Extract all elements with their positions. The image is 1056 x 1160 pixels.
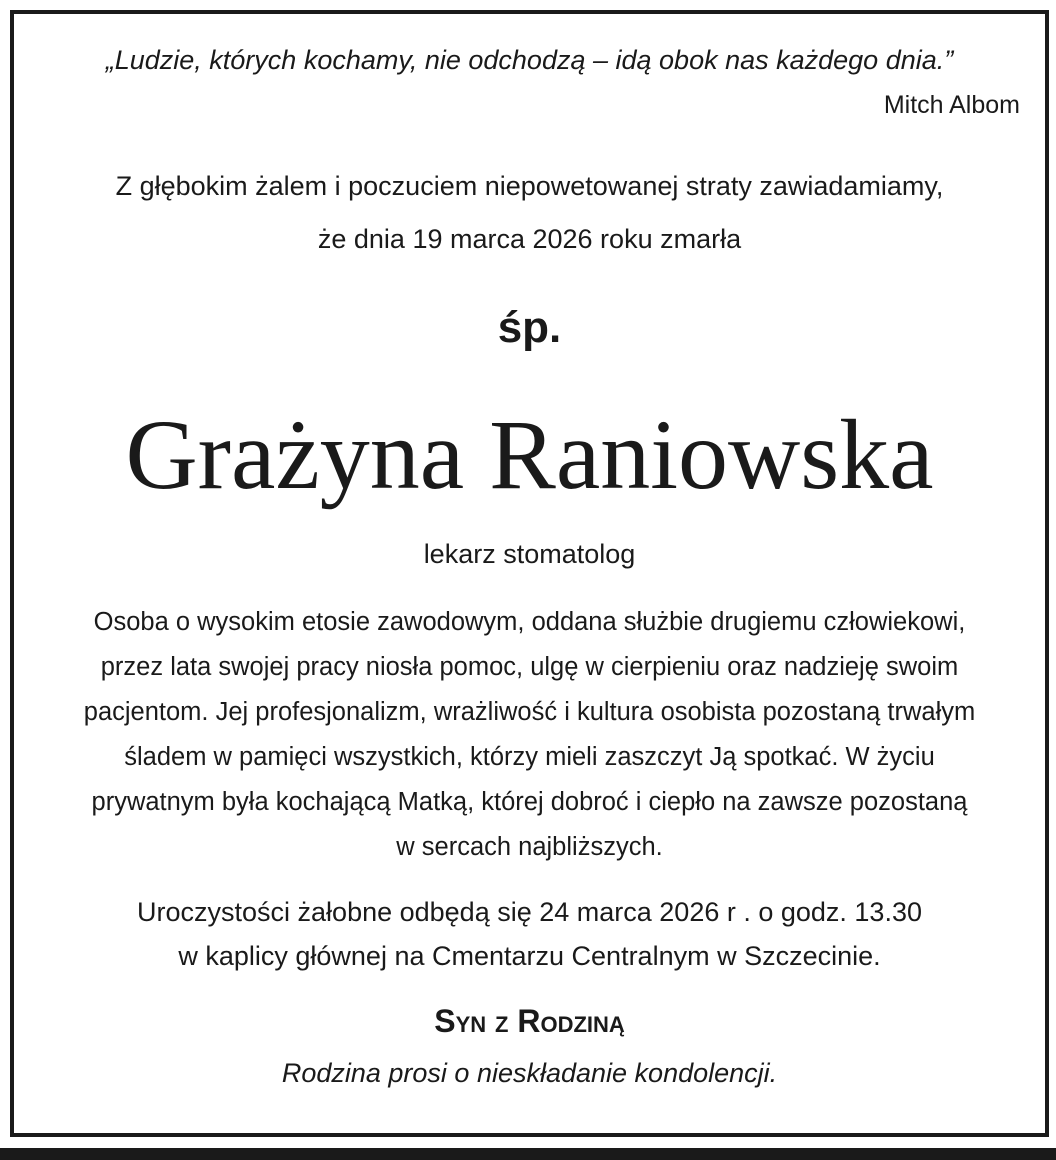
- ceremony-line-1: Uroczystości żałobne odbędą się 24 marca 2026 r . o godz. 13.30: [137, 897, 922, 927]
- bio-line-1: Osoba o wysokim etosie zawodowym, oddana służbie drugiemu człowiekowi,: [93, 608, 966, 636]
- bottom-rule: [0, 1148, 1056, 1160]
- intro-line-2: że dnia 19 marca 2026 roku zmarła: [317, 224, 742, 254]
- intro-line-1: Z głębokim żalem i poczuciem niepowetowanej straty zawiadamiamy,: [115, 171, 944, 201]
- family-signature: Syn z Rodziną: [434, 1003, 625, 1039]
- profession: lekarz stomatolog: [423, 539, 636, 569]
- quote-author: Mitch Albom: [883, 91, 1020, 119]
- deceased-name: Grażyna Raniowska: [125, 399, 934, 510]
- name-prefix: śp.: [497, 303, 562, 352]
- bio-line-6: w sercach najbliższych.: [396, 833, 663, 861]
- bio-line-3: pacjentom. Jej profesjonalizm, wrażliwość i kultura osobista pozostaną trwałym: [83, 698, 976, 726]
- bio-line-4: śladem w pamięci wszystkich, którzy mieli zaszczyt Ją spotkać. W życiu: [124, 743, 935, 771]
- ceremony-line-2: w kaplicy głównej na Cmentarzu Centralnym w Szczecinie.: [178, 941, 881, 971]
- condolence-note: Rodzina prosi o nieskładanie kondolencji.: [281, 1058, 778, 1088]
- bio-line-2: przez lata swojej pracy niosła pomoc, ulgę w cierpieniu oraz nadzieję swoim: [100, 653, 959, 681]
- quote-text: „Ludzie, których kochamy, nie odchodzą – idą obok nas każdego dnia.”: [105, 45, 954, 75]
- bio-line-5: prywatnym była kochającą Matką, której dobroć i ciepło na zawsze pozostaną: [91, 788, 968, 816]
